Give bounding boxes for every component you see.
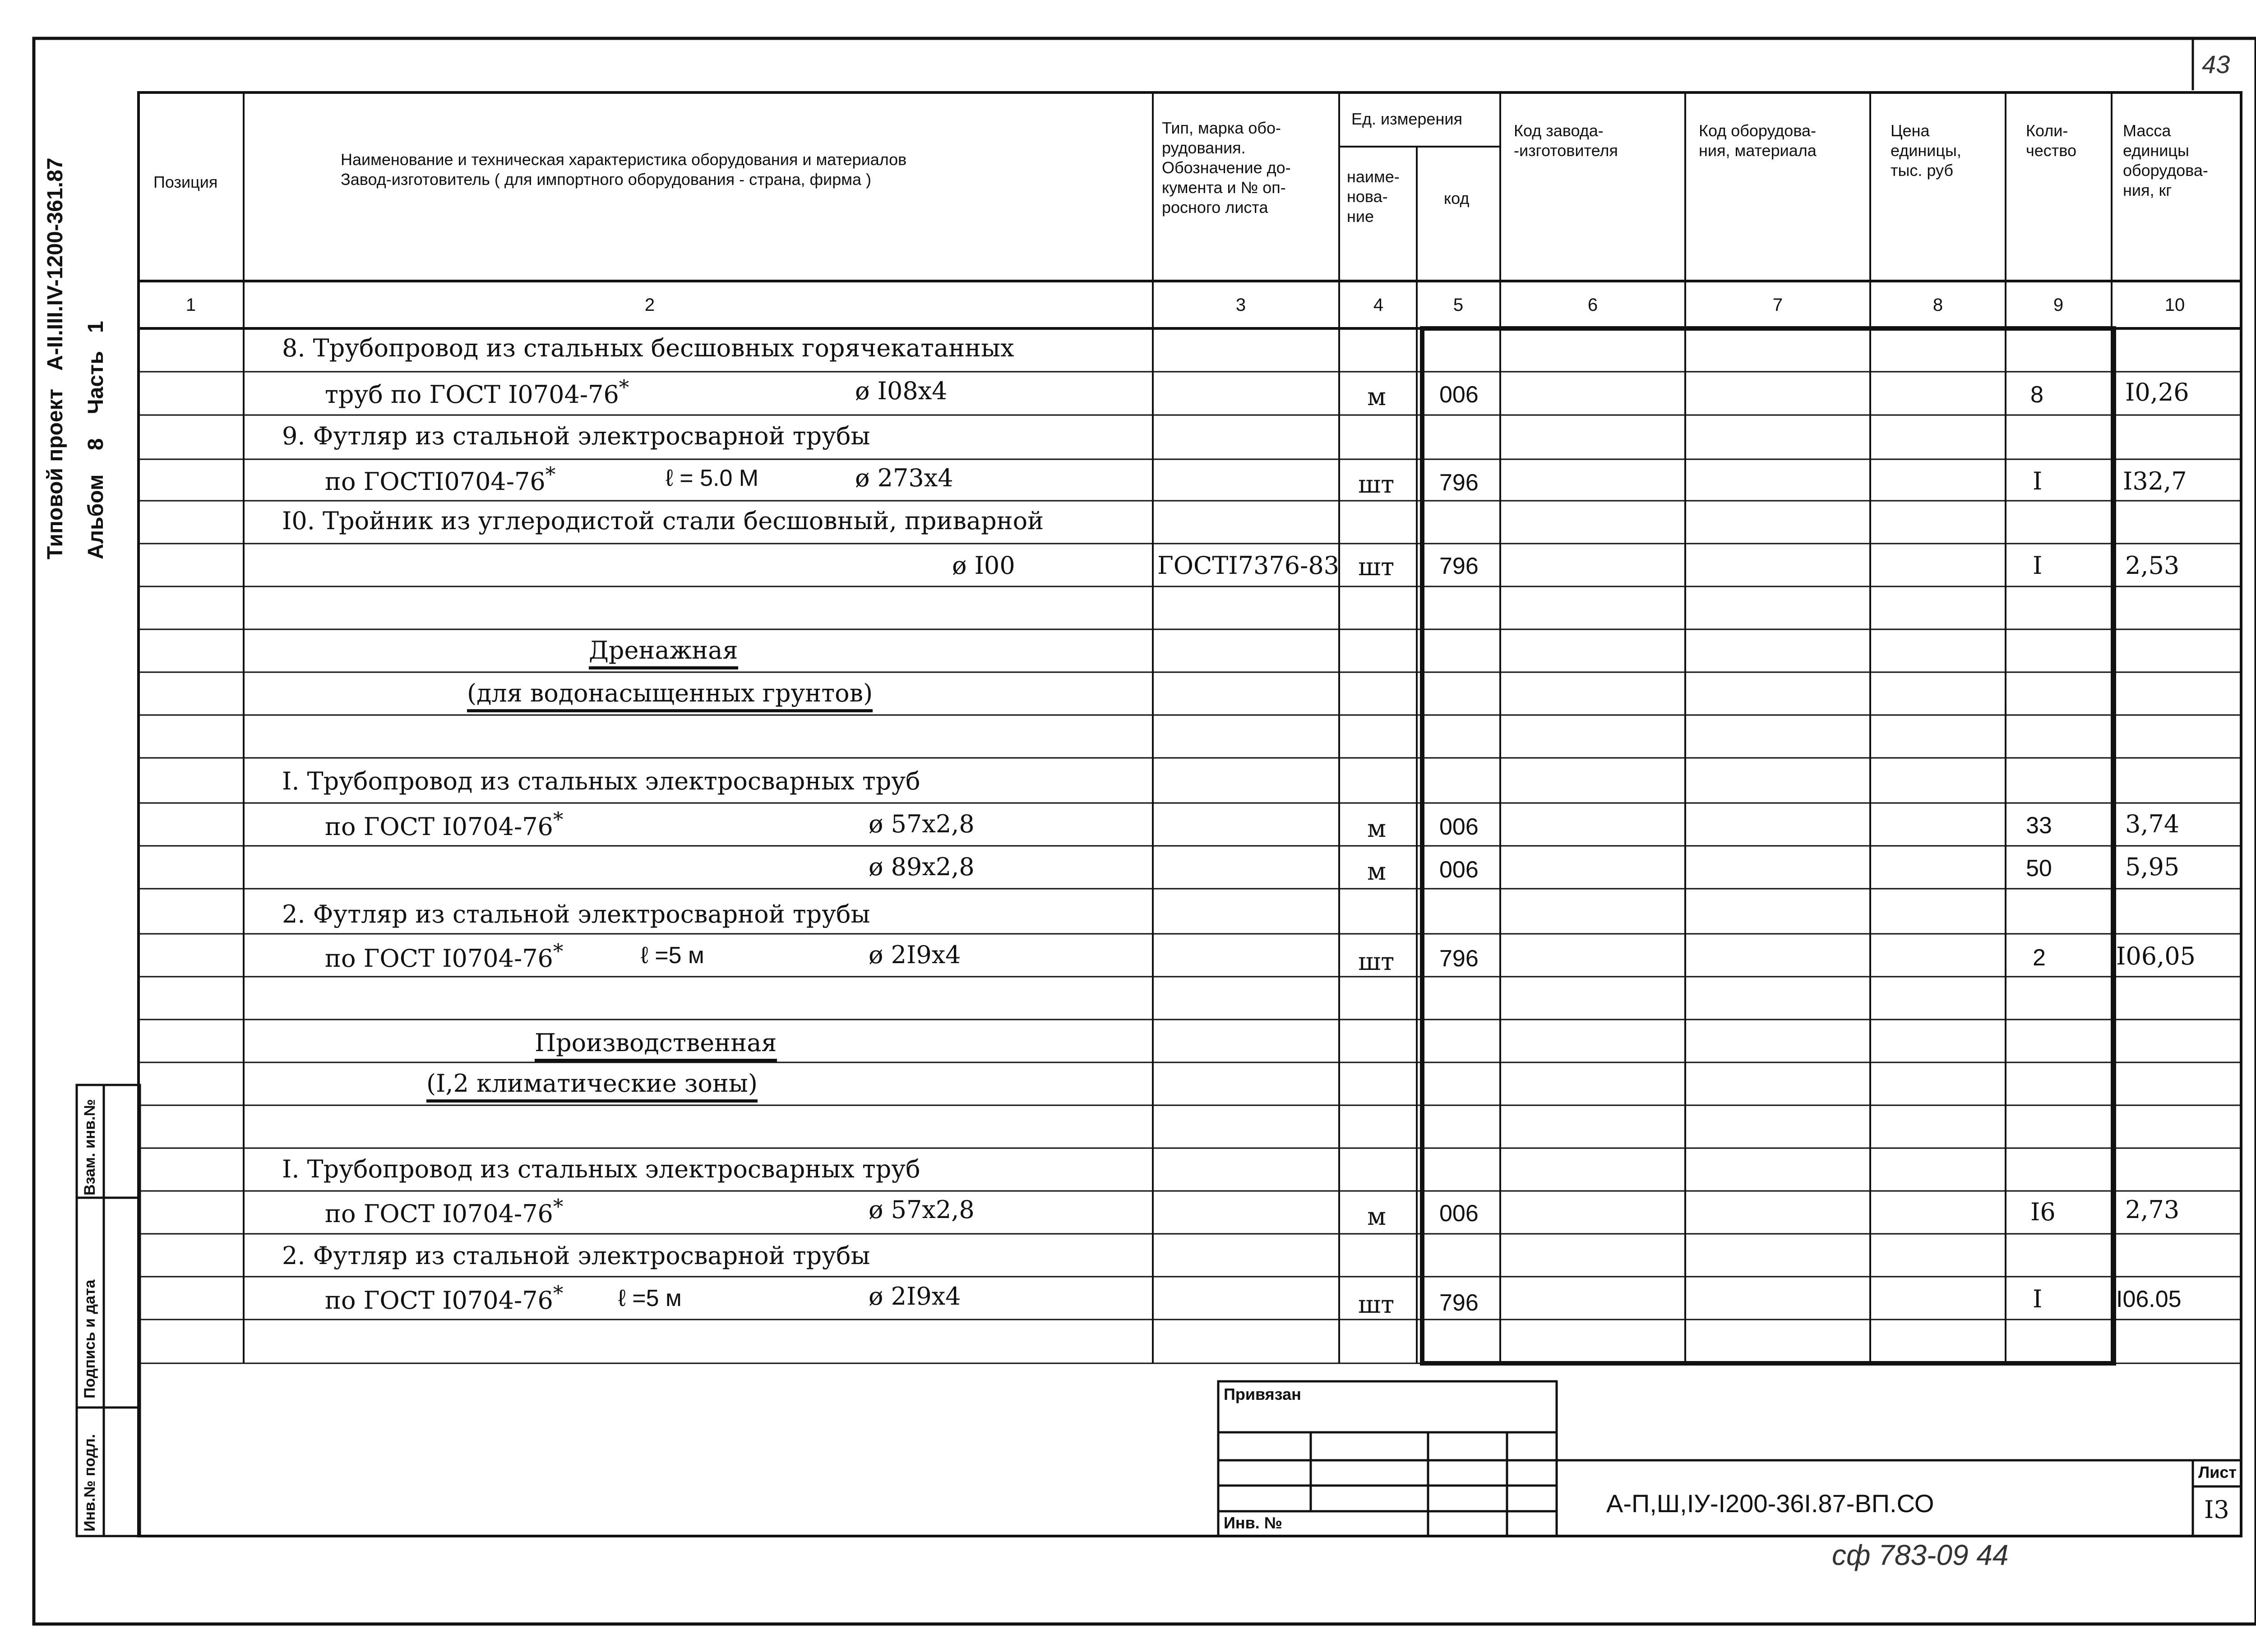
column-number: 4	[1373, 295, 1384, 315]
row-quantity: 8	[2030, 382, 2043, 408]
row-length: ℓ = 5.0 М	[666, 465, 759, 491]
row-length: ℓ =5 м	[641, 942, 704, 969]
row-diameter: ø I08x4	[855, 377, 948, 405]
row-mass: 2,73	[2125, 1195, 2180, 1224]
row-diameter: ø 57x2,8	[869, 810, 975, 838]
column-number: 5	[1453, 295, 1464, 315]
row-item-name: по ГОСТ I0704-76*	[325, 1281, 564, 1315]
row-item-name: по ГОСТI0704-76*	[325, 462, 556, 496]
row-unit-code: 796	[1439, 946, 1479, 972]
row-quantity: 2	[2033, 945, 2046, 971]
row-quantity: I6	[2030, 1198, 2056, 1226]
row-item-name: труб по ГОСТ I0704-76*	[325, 375, 629, 409]
project-code: А-II.III.IV-1200-361.87	[43, 157, 67, 371]
row-item-name: по ГОСТ I0704-76*	[325, 808, 564, 841]
row-unit-code: 796	[1439, 553, 1479, 579]
section-title: Производственная	[535, 1029, 777, 1057]
header-name-line2: Завод-изготовитель ( для импортного оборудования - страна, фирма )	[341, 170, 872, 189]
row-unit: шт	[1358, 553, 1395, 581]
row-item-name: I0. Тройник из углеродистой стали бесшовный, приварной	[282, 507, 1044, 535]
row-unit: шт	[1358, 947, 1395, 976]
header-unit-group: Ед. измерения	[1351, 110, 1462, 128]
side-stamp-inv-podl: Инв.№ подл.	[81, 1434, 98, 1532]
album-number: 8	[84, 438, 108, 451]
header-factory-code: Код завода- -изготовителя	[1514, 121, 1618, 160]
stamp-privyazan: Привязан	[1224, 1385, 1301, 1403]
row-unit-code: 006	[1439, 814, 1479, 840]
column-number: 10	[2164, 295, 2185, 315]
row-quantity: I	[2033, 467, 2043, 495]
section-subtitle: (I,2 климатические зоны)	[426, 1069, 758, 1098]
row-unit-code: 006	[1439, 382, 1479, 408]
row-length: ℓ =5 м	[618, 1285, 682, 1311]
row-mass: I06.05	[2116, 1286, 2182, 1312]
stamp-inv-no: Инв. №	[1224, 1514, 1282, 1532]
row-item-name: I. Трубопровод из стальных электросварных труб	[282, 767, 920, 795]
row-quantity: 33	[2026, 812, 2052, 839]
row-unit: м	[1367, 857, 1387, 886]
row-quantity: 50	[2026, 855, 2052, 881]
column-number: 8	[1932, 295, 1943, 315]
header-equipment-code: Код оборудова- ния, материала	[1699, 121, 1817, 160]
row-diameter: ø 89x2,8	[869, 853, 975, 881]
document-code: А-П,Ш,IУ-I200-36I.87-ВП.СО	[1606, 1489, 1934, 1518]
header-mass: Масса единицы оборудова- ния, кг	[2123, 121, 2208, 199]
row-item-name: 9. Футляр из стальной электросварной трубы	[282, 422, 870, 450]
header-unit-code: код	[1444, 189, 1470, 208]
row-unit-code: 796	[1439, 1290, 1479, 1316]
row-mass: I32,7	[2123, 467, 2187, 495]
row-item-name: I. Трубопровод из стальных электросварных труб	[282, 1155, 920, 1183]
row-mass: I06,05	[2116, 942, 2196, 970]
row-diameter: ø I00	[952, 551, 1015, 580]
side-album-title	[83, 321, 108, 559]
row-unit: м	[1367, 814, 1387, 843]
row-diameter: ø 273x4	[855, 464, 953, 492]
header-quantity: Коли- чество	[2026, 121, 2077, 160]
section-subtitle: (для водонасыщенных грунтов)	[467, 679, 873, 707]
row-item-name: 8. Трубопровод из стальных бесшовных горячекатанных	[282, 334, 1014, 362]
side-stamp-podpis: Подпись и дата	[81, 1279, 98, 1398]
header-price: Цена единицы, тыс. руб	[1891, 121, 1961, 180]
page-number: 43	[2202, 50, 2230, 78]
side-project-title	[43, 158, 68, 560]
row-diameter: ø 2I9x4	[869, 941, 961, 969]
row-quantity: I	[2033, 1285, 2043, 1313]
part-number: 1	[84, 321, 108, 333]
column-number: 6	[1587, 295, 1598, 315]
section-title: Дренажная	[589, 636, 738, 664]
project-label: Типовой проект	[43, 388, 67, 559]
part-label: Часть	[84, 351, 108, 415]
row-item-name: по ГОСТ I0704-76*	[325, 939, 564, 973]
row-unit: шт	[1358, 1290, 1395, 1319]
row-item-name: 2. Футляр из стальной электросварной трубы	[282, 1241, 870, 1270]
row-item-name: по ГОСТ I0704-76*	[325, 1195, 564, 1228]
column-number: 2	[644, 295, 655, 315]
row-mass: 3,74	[2125, 810, 2180, 838]
column-number: 1	[185, 295, 196, 315]
sheet-label: Лист	[2198, 1463, 2237, 1481]
row-diameter: ø 2I9x4	[869, 1282, 961, 1311]
column-number: 7	[1772, 295, 1783, 315]
handwritten-archive-number: сф 783-09 44	[1832, 1539, 2009, 1571]
sheet-number: I3	[2204, 1495, 2229, 1524]
row-quantity: I	[2033, 551, 2043, 580]
header-position: Позиция	[153, 173, 218, 191]
column-number: 9	[2053, 295, 2064, 315]
row-item-name: 2. Футляр из стальной электросварной трубы	[282, 900, 870, 928]
header-name-line1: Наименование и техническая характеристика оборудования и материалов	[341, 150, 907, 169]
row-unit-code: 006	[1439, 1200, 1479, 1227]
row-unit: м	[1367, 383, 1387, 411]
row-mass: I0,26	[2125, 378, 2189, 406]
album-label: Альбом	[84, 474, 108, 559]
side-stamp-zam-inv: Взам. инв.№	[81, 1099, 98, 1195]
row-unit: шт	[1358, 470, 1395, 498]
header-type: Тип, марка обо- рудования. Обозначение до- кумента и № оп- росного листа	[1162, 119, 1291, 217]
row-unit-code: 006	[1439, 857, 1479, 883]
row-mass: 2,53	[2125, 551, 2180, 580]
row-mass: 5,95	[2125, 853, 2180, 881]
column-number: 3	[1235, 295, 1246, 315]
header-unit-name: наиме- нова- ние	[1347, 167, 1400, 226]
row-unit-code: 796	[1439, 470, 1479, 496]
row-unit: м	[1367, 1202, 1387, 1231]
row-type: ГОСТI7376-83	[1157, 551, 1340, 580]
row-diameter: ø 57x2,8	[869, 1195, 975, 1224]
